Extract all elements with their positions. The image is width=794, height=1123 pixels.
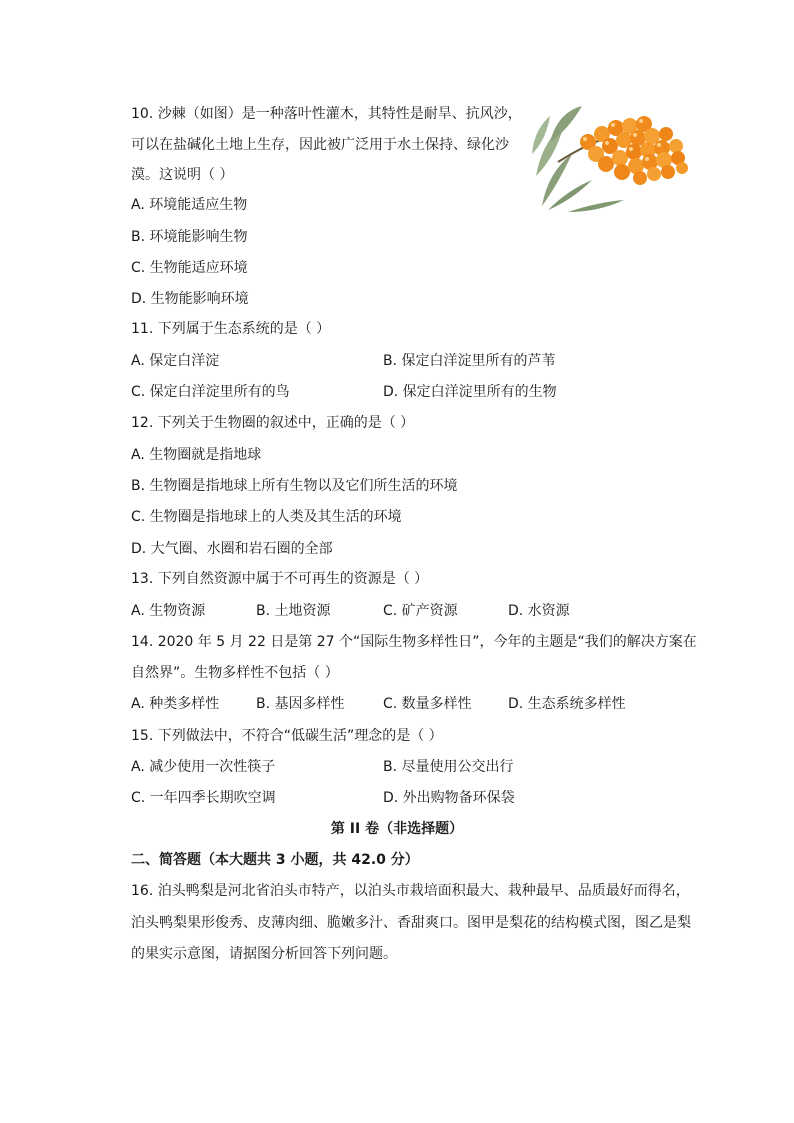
- q12-option-c: C. 生物圈是指地球上的人类及其生活的环境: [131, 509, 402, 525]
- q12-option-a: A. 生物圈就是指地球: [131, 447, 262, 463]
- q11-stem: 11. 下列属于生态系统的是（ ）: [131, 321, 331, 337]
- q15-stem: 15. 下列做法中，不符合“低碳生活”理念的是（ ）: [131, 728, 443, 744]
- q10-stem-line2: 可以在盐碱化土地上生存，因此被广泛用于水土保持、绿化沙: [131, 137, 509, 153]
- q10-option-d: D. 生物能影响环境: [131, 291, 249, 307]
- q12-option-d: D. 大气圈、水圈和岩石圈的全部: [131, 541, 333, 557]
- q10-option-a: A. 环境能适应生物: [131, 197, 248, 213]
- q12-option-b: B. 生物圈是指地球上所有生物以及它们所生活的环境: [131, 478, 458, 494]
- q15-option-d: D. 外出购物备环保袋: [383, 790, 515, 806]
- q10-stem-line3: 漠。这说明（ ）: [131, 167, 234, 183]
- q11-option-a: A. 保定白洋淀: [131, 353, 220, 369]
- q14-option-d: D. 生态系统多样性: [508, 696, 626, 712]
- q10-stem-line1: 10. 沙棘（如图）是一种落叶性灌木，其特性是耐旱、抗风沙，: [131, 106, 522, 122]
- q15-option-b: B. 尽量使用公交出行: [383, 759, 514, 775]
- q11-option-b: B. 保定白洋淀里所有的芦苇: [383, 353, 556, 369]
- q11-option-d: D. 保定白洋淀里所有的生物: [383, 384, 557, 400]
- q13-option-a: A. 生物资源: [131, 603, 206, 619]
- q11-option-c: C. 保定白洋淀里所有的鸟: [131, 384, 290, 400]
- q13-option-c: C. 矿产资源: [383, 603, 458, 619]
- q10-option-c: C. 生物能适应环境: [131, 260, 248, 276]
- sea-buckthorn-image: [528, 102, 694, 216]
- q13-option-b: B. 土地资源: [256, 603, 331, 619]
- q13-stem: 13. 下列自然资源中属于不可再生的资源是（ ）: [131, 571, 429, 587]
- q14-stem-line1: 14. 2020 年 5 月 22 日是第 27 个“国际生物多样性日”，今年的主题是“我们的解决方案在: [131, 634, 697, 650]
- q13-option-d: D. 水资源: [508, 603, 570, 619]
- q15-option-c: C. 一年四季长期吹空调: [131, 790, 276, 806]
- q16-stem-line3: 的果实示意图，请据图分析回答下列问题。: [131, 946, 397, 962]
- q14-stem-line2: 自然界”。生物多样性不包括（ ）: [131, 665, 339, 681]
- q15-option-a: A. 减少使用一次性筷子: [131, 759, 276, 775]
- section-title: 第 II 卷（非选择题）: [330, 821, 464, 837]
- q12-stem: 12. 下列关于生物圈的叙述中，正确的是（ ）: [131, 415, 415, 431]
- q14-option-a: A. 种类多样性: [131, 696, 220, 712]
- section-heading: 二、简答题（本大题共 3 小题，共 42.0 分）: [131, 852, 419, 868]
- q14-option-c: C. 数量多样性: [383, 696, 472, 712]
- q16-stem-line1: 16. 泊头鸭梨是河北省泊头市特产，以泊头市栽培面积最大、栽种最早、品质最好而得名，: [131, 883, 690, 899]
- q14-option-b: B. 基因多样性: [256, 696, 345, 712]
- q10-option-b: B. 环境能影响生物: [131, 229, 248, 245]
- q16-stem-line2: 泊头鸭梨果形俊秀、皮薄肉细、脆嫩多汁、香甜爽口。图甲是梨花的结构模式图，图乙是梨: [131, 915, 691, 931]
- berry-cluster: [580, 116, 688, 185]
